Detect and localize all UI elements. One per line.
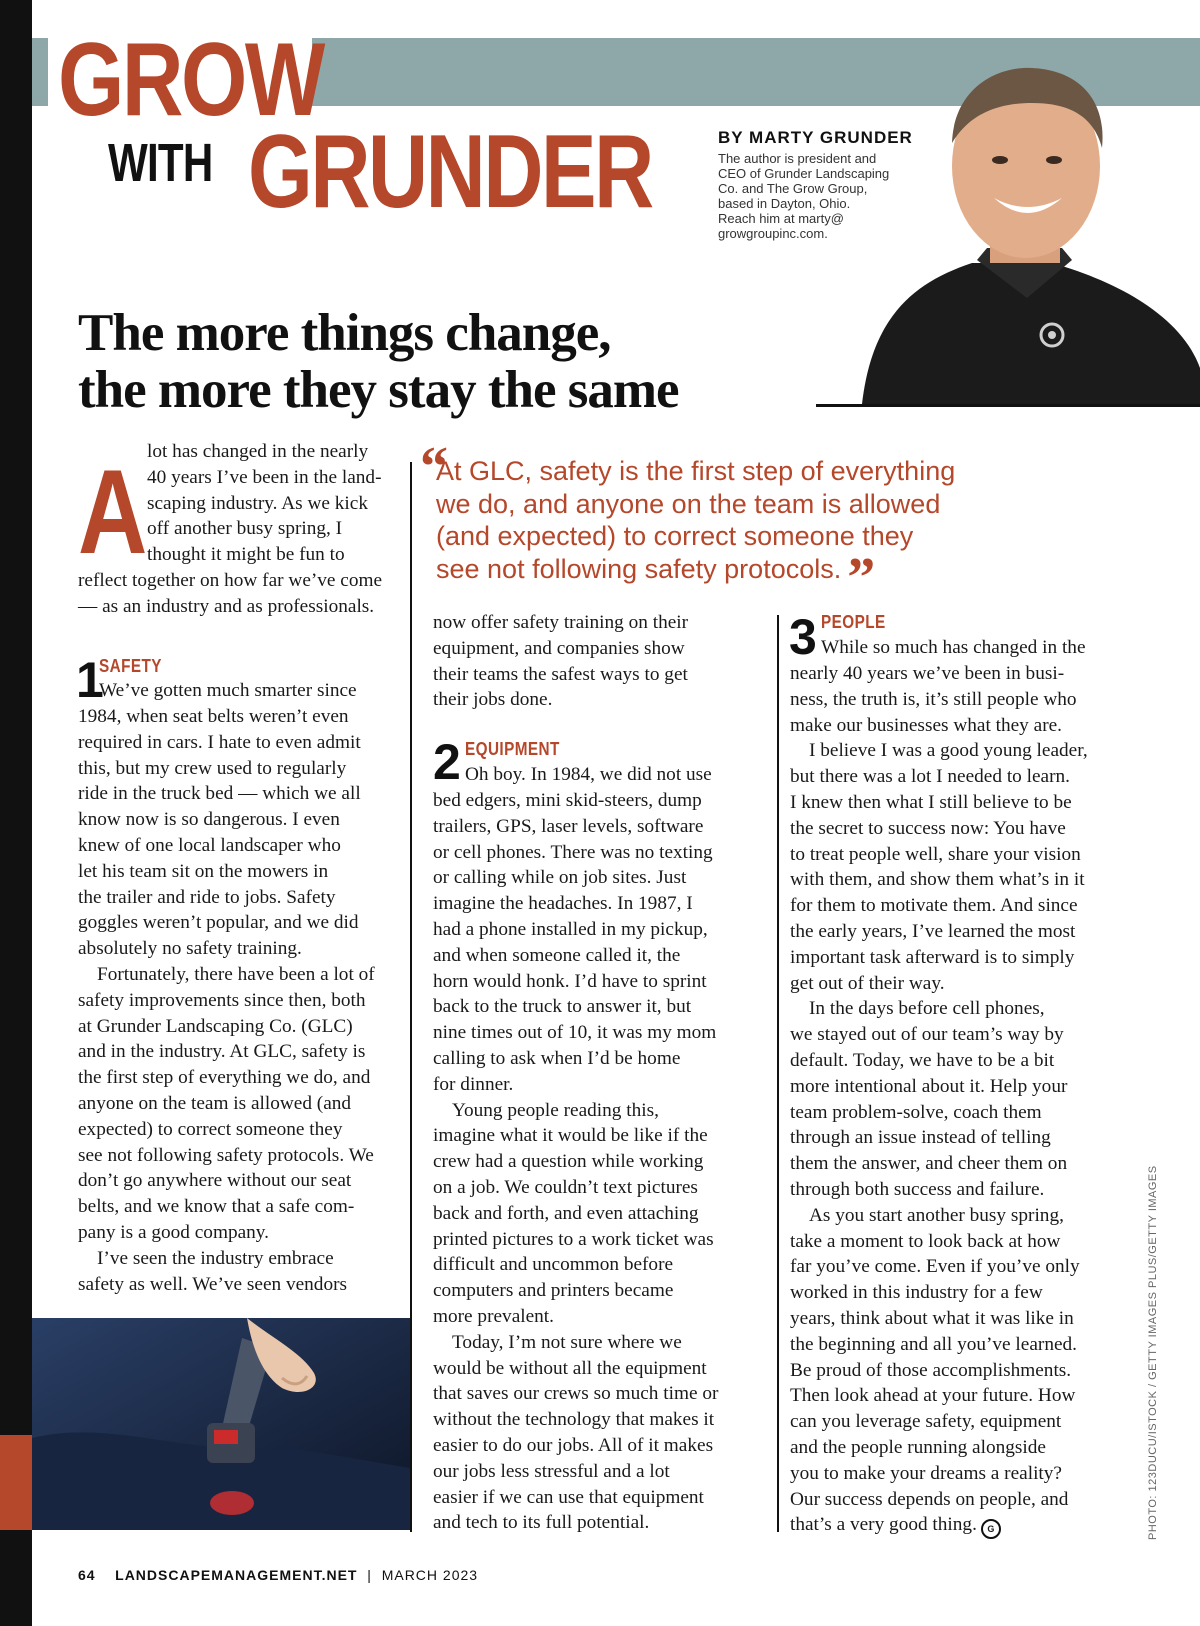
end-mark-icon: G	[981, 1519, 1001, 1539]
close-quote-icon: ”	[847, 546, 876, 609]
pull-quote: “ At GLC, safety is the first step of everything we do, and anyone on the team is allowed (and expected) to correct someone they see not following safety protocols. ”	[420, 436, 956, 609]
column-rule-2	[777, 615, 779, 1532]
section1-first-line: We’ve gotten much smarter since	[99, 680, 357, 701]
page-number: 64	[78, 1567, 96, 1583]
section3-body: nearly 40 years we’ve been in busi- ness, the truth is, it’s still people who make our businesses what they are. I believe I was a good young leader, but there was a lot I needed to learn. I knew then what I still believe to be the secret to success now: You have to treat people well, share your vision with them, and show them what’s in it for them to motivate them. And since the early years, I’ve learned the most important task afterward is to simply get out of their way. In the days before cell phones, we stayed out of our team’s way by default. Today, we have to be a bit more intentional about it. Help your team problem-solve, coach them through an issue instead of telling them the answer, and cheer them on through both success and failure. As you start another busy spring, take a moment to look back at how far you’ve come. Even if you’ve only worked in this industry for a few years, think about what it was like in the beginning and all you’ve learned. Be proud of those accomplishments. Then look ahead at your future. How can you leverage safety, equipment and the people running alongside you to make your dreams a reality? Our success depends on people, and that’s a very good thing. G	[790, 661, 1130, 1539]
left-edge-accent	[0, 1435, 32, 1530]
intro-wrapped-lines: lot has changed in the nearly 40 years I’ve been in the land- scaping industry. As we kick off another busy spring, I thought it might be fun to	[147, 441, 382, 566]
section-number-1: 1	[76, 652, 104, 708]
section2-body: bed edgers, mini skid-steers, dump trailers, GPS, laser levels, software or cell phones. There was no texting or calling while on job sites. Just imagine the headaches. In 1987, I had a phone installed in my pickup, and when someone called it, the horn would honk. I’d have to sprint back to the truck to answer it, but nine times out of 10, it was my mom calling to ask when I’d be home for dinner. Young people reading this, imagine what it would be like if the crew had a question while working on a job. We couldn’t text pictures back and forth, and even attaching printed pictures to a work ticket was difficult and uncommon before computers and printers became more prevalent. Today, I’m not sure where we would be without all the equipment that saves our crews so much time or without the technology that makes it easier to do our jobs. All of it makes our jobs less stressful and a lot easier if we can use that equipment and tech to its full potential.	[433, 790, 719, 1534]
masthead-grunder: GRUNDER	[248, 114, 652, 230]
section2-first-line: Oh boy. In 1984, we did not use	[465, 764, 712, 785]
section-title-equipment: EQUIPMENT	[465, 739, 560, 759]
footer-site: LANDSCAPEMANAGEMENT.NET	[115, 1567, 358, 1583]
section-number-3: 3	[789, 609, 817, 665]
column2-top: now offer safety training on their equipment, and companies show their teams the safest ways to get their jobs done.	[433, 612, 689, 711]
masthead-with: WITH	[108, 133, 213, 193]
masthead-band-left	[32, 38, 48, 106]
footer-separator: |	[367, 1567, 372, 1583]
drop-cap: A	[78, 445, 148, 579]
section1-body: 1984, when seat belts weren’t even required in cars. I hate to even admit this, but my crew used to regularly ride in the truck bed — which we all know now is so dangerous. I even knew of one local landscaper who let his team sit on the mowers in the trailer and ride to jobs. Safety goggles weren’t popular, and we did absolutely no safety training. Fortunately, there have been a lot of safety improvements since then, both at Grunder Landscaping Co. (GLC) and in the industry. At GLC, safety is the first step of everything we do, and anyone on the team is allowed (and expected) to correct someone they see not following safety protocols. We don’t go anywhere without our seat belts, and we know that a safe com- pany is a good company. I’ve seen the industry embrace safety as well. We’ve seen vendors	[78, 706, 375, 1295]
article-headline: The more things change, the more they stay the same	[78, 304, 679, 419]
section3-first-line: While so much has changed in the	[821, 637, 1086, 658]
footer-issue: MARCH 2023	[381, 1567, 479, 1583]
masthead-grow: GROW	[58, 22, 323, 138]
column-rule-1	[410, 462, 412, 1532]
left-edge-bar	[0, 0, 32, 1626]
author-byline: BY MARTY GRUNDER	[718, 128, 913, 147]
section-title-safety: SAFETY	[99, 656, 162, 676]
seatbelt-photo	[32, 1318, 410, 1530]
photo-credit: PHOTO: 123DUCU/ISTOCK / GETTY IMAGES PLUS/GETTY IMAGES	[1147, 1165, 1159, 1540]
page-footer	[78, 1567, 478, 1583]
headline-rule	[816, 404, 1200, 407]
open-quote-icon: “	[420, 436, 448, 498]
author-bio: The author is president and CEO of Grunder Landscaping Co. and The Grow Group, based in Dayton, Ohio. Reach him at marty@ growgroupinc.com.	[718, 151, 890, 241]
intro-rest: reflect together on how far we’ve come — as an industry and as professionals.	[78, 570, 383, 617]
seatbelt-illustration	[32, 1318, 410, 1530]
section-number-2: 2	[433, 734, 461, 790]
section-title-people: PEOPLE	[821, 612, 886, 632]
